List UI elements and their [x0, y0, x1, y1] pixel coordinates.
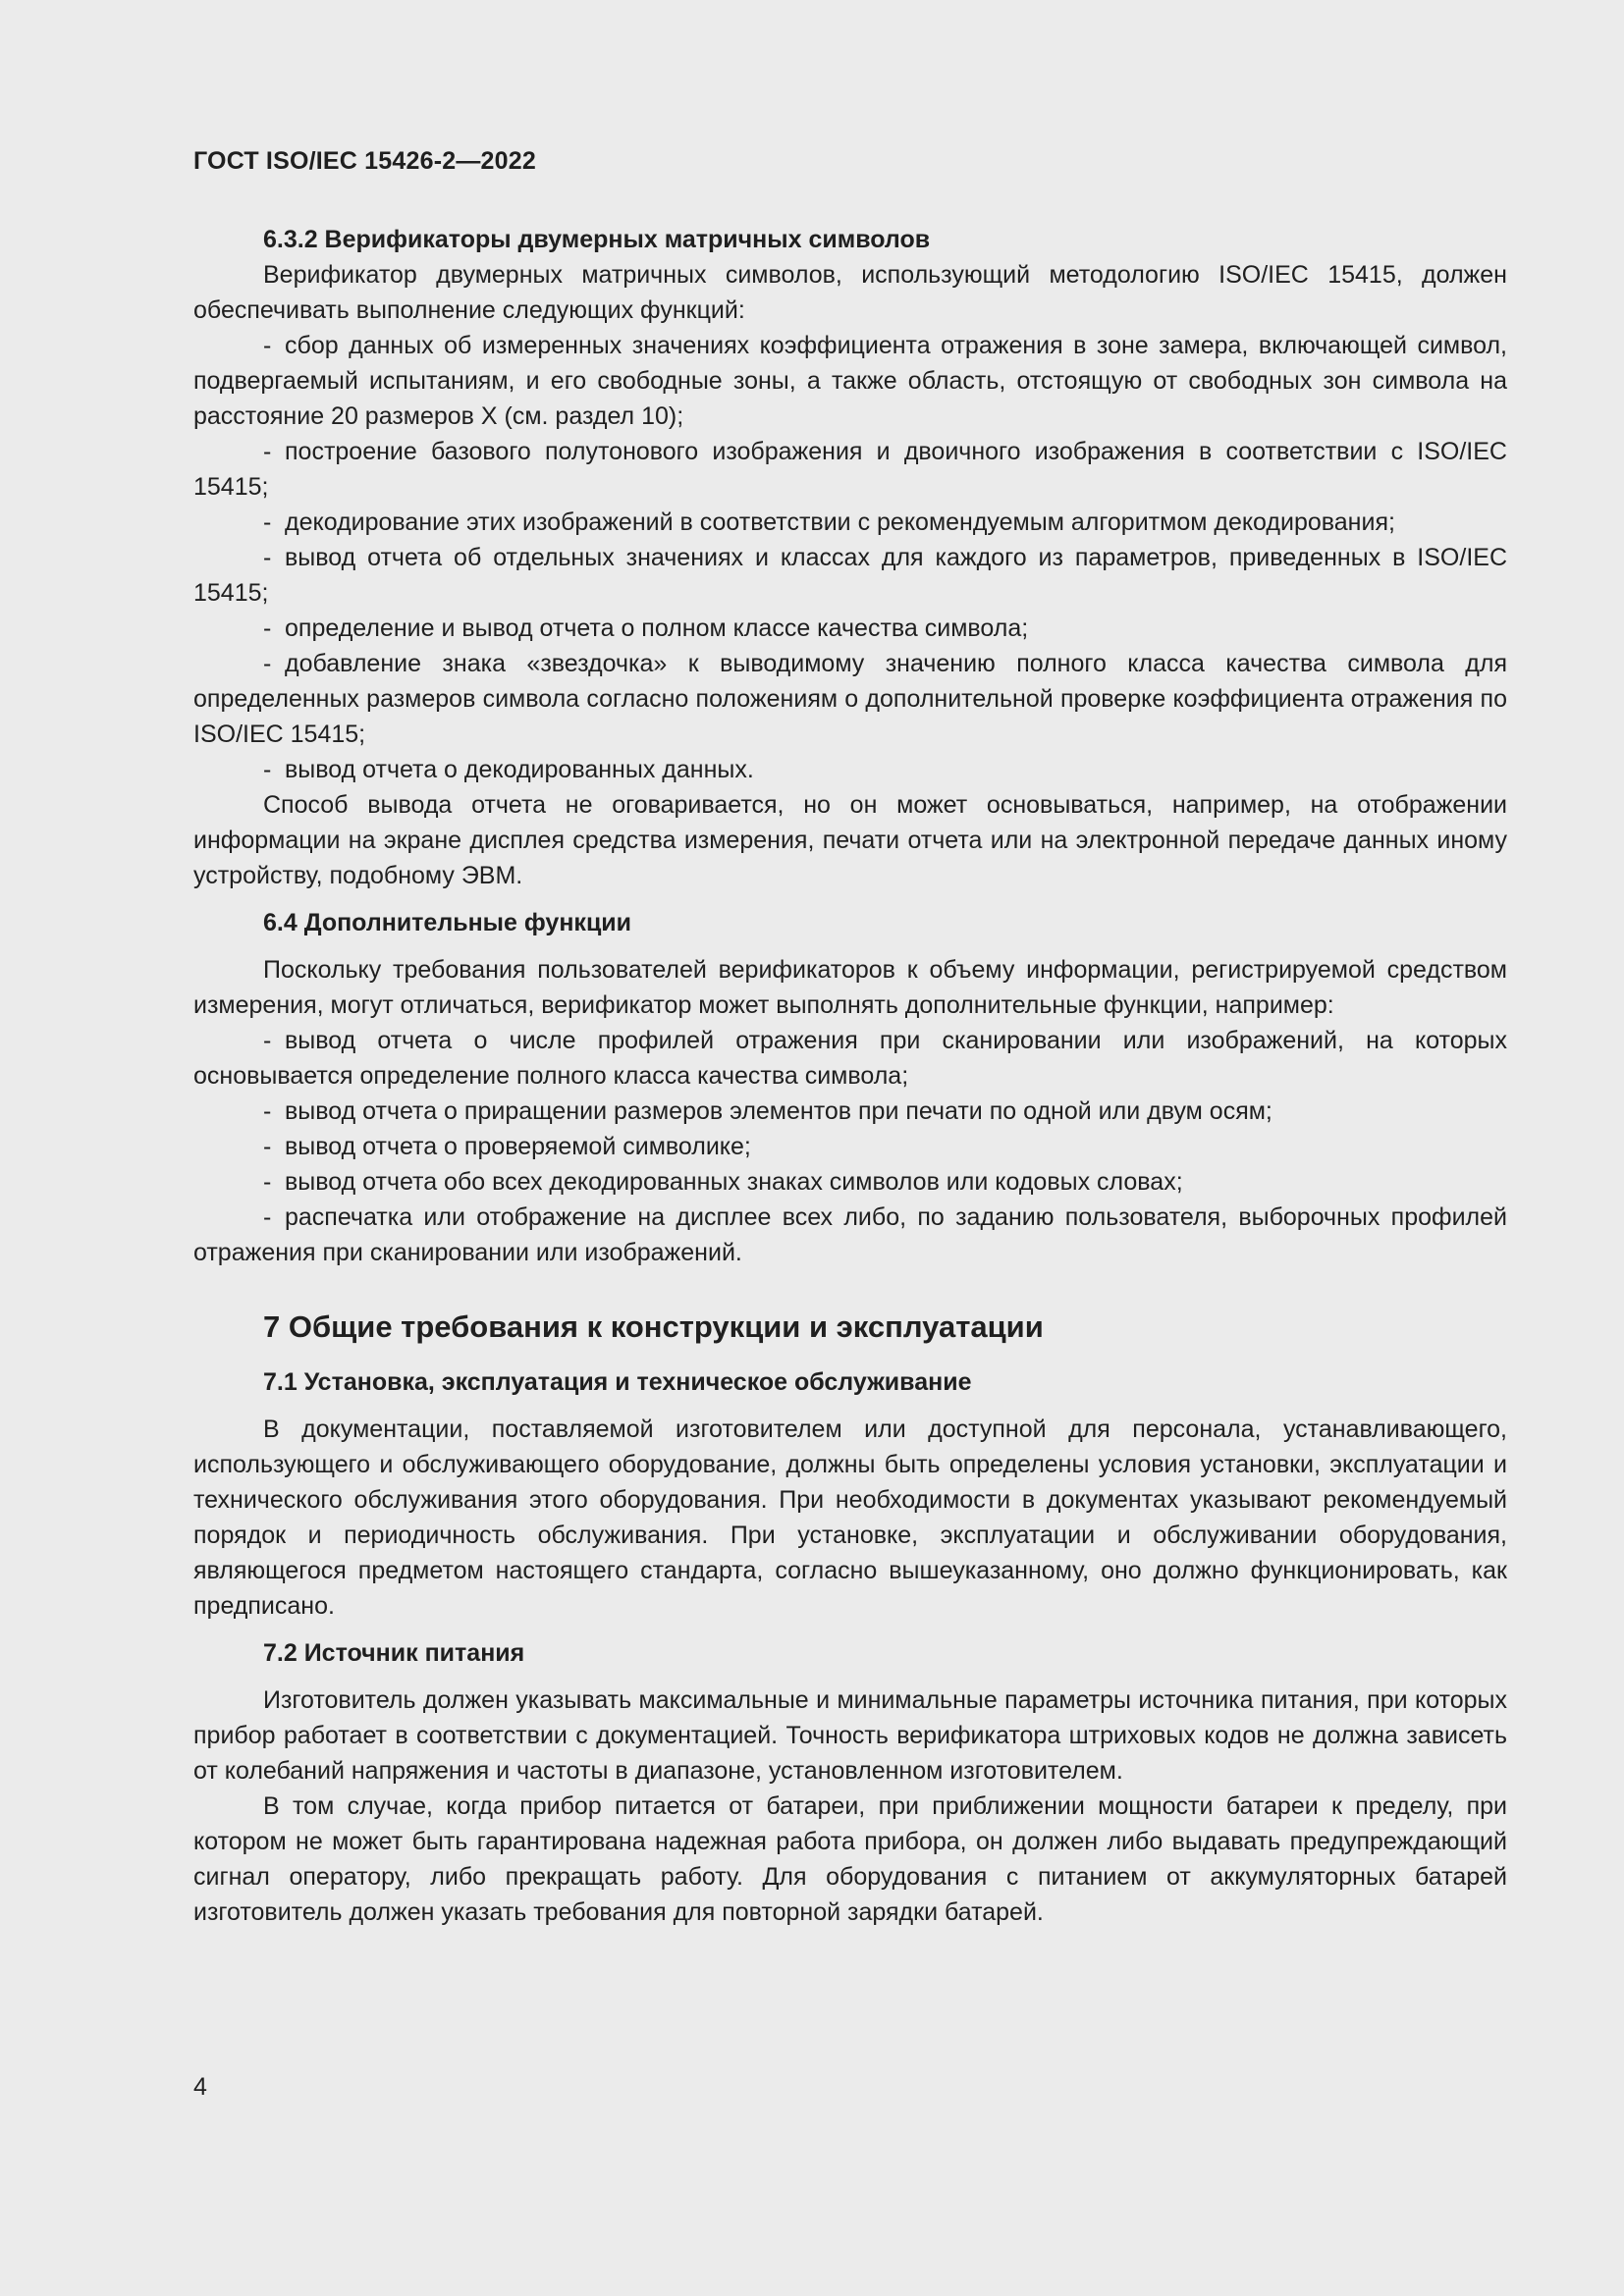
list-item: - распечатка или отображение на дисплее всех либо, по заданию пользователя, выборочных профилей отражения при сканировании или изображений.: [193, 1200, 1507, 1270]
section-heading-7-2: 7.2 Источник питания: [263, 1639, 525, 1667]
list-item: - вывод отчета обо всех декодированных знаках символов или кодовых словах;: [193, 1164, 1507, 1200]
paragraph: Изготовитель должен указывать максимальные и минимальные параметры источника питания, при которых прибор работает в соответствии с документацией. Точность верификатора штриховых кодов не должна зависеть от колебаний напряжения и частоты в диапазоне, установленном изготовителем.: [193, 1686, 1507, 1785]
document-code-header: ГОСТ ISO/IEC 15426-2—2022: [193, 147, 536, 175]
bullet-dash: -: [263, 332, 272, 359]
bullet-dash: -: [263, 544, 272, 571]
bullet-dash: -: [263, 508, 272, 536]
list-item: - вывод отчета о декодированных данных.: [193, 752, 1507, 787]
bullet-dash: -: [263, 1097, 272, 1125]
bullet-dash: -: [263, 1027, 272, 1054]
section-heading-7-1: 7.1 Установка, эксплуатация и техническое обслуживание: [263, 1368, 972, 1396]
paragraph: Поскольку требования пользователей верификаторов к объему информации, регистрируемой средством измерения, могут отличаться, верификатор может выполнять дополнительные функции, например:: [193, 956, 1507, 1019]
list-item: - вывод отчета о числе профилей отражения при сканировании или изображений, на которых основывается определение полного класса качества символа;: [193, 1023, 1507, 1094]
paragraph: В том случае, когда прибор питается от батареи, при приближении мощности батареи к пределу, при котором не может быть гарантирована надежная работа прибора, он должен либо выдавать предупреждающий сигнал оператору, либо прекращать работу. Для оборудования с питанием от аккумуляторных батарей изготовитель должен указать требования для повторной зарядки батарей.: [193, 1792, 1507, 1926]
section-heading-6-4: 6.4 Дополнительные функции: [263, 909, 632, 936]
chapter-heading-7: 7 Общие требования к конструкции и эксплуатации: [263, 1309, 1044, 1344]
paragraph: Способ вывода отчета не оговаривается, но он может основываться, например, на отображении информации на экране дисплея средства измерения, печати отчета или на электронной передаче данных иному устройству, подобному ЭВМ.: [193, 791, 1507, 889]
section-heading-6-3-2: 6.3.2 Верификаторы двумерных матричных символов: [263, 226, 931, 253]
list-item: - декодирование этих изображений в соответствии с рекомендуемым алгоритмом декодирования;: [193, 505, 1507, 540]
list-item: - определение и вывод отчета о полном классе качества символа;: [193, 611, 1507, 646]
list-item: - вывод отчета о приращении размеров элементов при печати по одной или двум осям;: [193, 1094, 1507, 1129]
paragraph: В документации, поставляемой изготовителем или доступной для персонала, устанавливающего, использующего и обслуживающего оборудование, должны быть определены условия установки, эксплуатации и технического обслуживания этого оборудования. При необходимости в документах указывают рекомендуемый порядок и периодичность обслуживания. При установке, эксплуатации и обслуживании оборудования, являющегося предметом настоящего стандарта, согласно вышеуказанному, оно должно функционировать, как предписано.: [193, 1415, 1507, 1620]
bullet-dash: -: [263, 756, 272, 783]
list-item: - вывод отчета об отдельных значениях и классах для каждого из параметров, приведенных в ISO/IEC 15415;: [193, 540, 1507, 611]
list-item: - вывод отчета о проверяемой символике;: [193, 1129, 1507, 1164]
page-number: 4: [193, 2073, 207, 2101]
document-body: [193, 222, 1507, 1930]
paragraph: Верификатор двумерных матричных символов, использующий методологию ISO/IEC 15415, должен обеспечивать выполнение следующих функций:: [193, 261, 1507, 324]
list-item: - построение базового полутонового изображения и двоичного изображения в соответствии с ISO/IEC 15415;: [193, 434, 1507, 505]
bullet-dash: -: [263, 650, 272, 677]
bullet-dash: -: [263, 1168, 272, 1196]
bullet-dash: -: [263, 614, 272, 642]
list-item: - добавление знака «звездочка» к выводимому значению полного класса качества символа для определенных размеров символа согласно положениям о дополнительной проверке коэффициента отражения по ISO/IEC 15415;: [193, 646, 1507, 752]
bullet-dash: -: [263, 438, 272, 465]
bullet-dash: -: [263, 1133, 272, 1160]
bullet-dash: -: [263, 1203, 272, 1231]
list-item: - сбор данных об измеренных значениях коэффициента отражения в зоне замера, включающей символ, подвергаемый испытаниям, и его свободные зоны, а также область, отстоящую от свободных зон символа на расстояние 20 размеров X (см. раздел 10);: [193, 328, 1507, 434]
